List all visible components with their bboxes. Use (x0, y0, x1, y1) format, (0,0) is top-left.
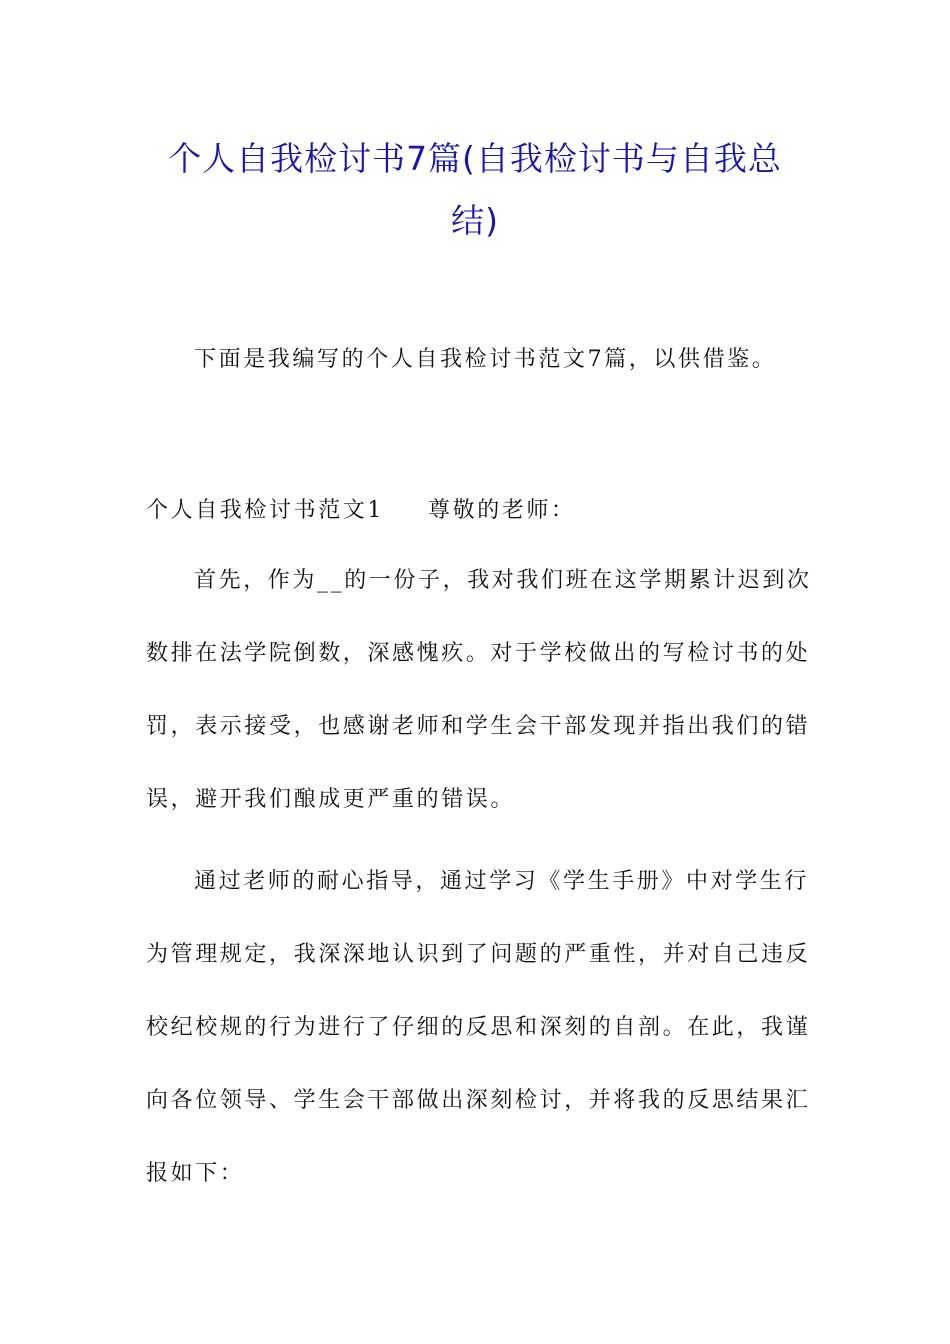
paragraph-line: 通过老师的耐心指导，通过学习《学生手册》中对学生行 (194, 869, 810, 894)
paragraph-1 (146, 566, 812, 858)
paragraph-line: 为管理规定，我深深地认识到了问题的严重性，并对自己违反 (146, 942, 811, 967)
salutation: 尊敬的老师： (428, 498, 576, 523)
paragraph-line: 罚，表示接受，也感谢老师和学生会干部发现并指出我们的错 (146, 714, 811, 739)
paragraph-2 (146, 867, 811, 1232)
document-title (100, 128, 850, 252)
title-line: 个人自我检讨书7篇(自我检讨书与自我总 (168, 139, 782, 178)
paragraph-line: 校纪校规的行为进行了仔细的反思和深刻的自剖。在此，我谨 (146, 1015, 811, 1040)
paragraph-line: 数排在法学院倒数，深感愧疚。对于学校做出的写检讨书的处 (146, 641, 811, 666)
paragraph-line: 报如下： (146, 1161, 245, 1186)
title-line: 结) (451, 201, 499, 240)
intro-paragraph: 下面是我编写的个人自我检讨书范文7篇，以供借鉴。 (194, 347, 777, 372)
section-heading: 个人自我检讨书范文1 (146, 498, 384, 523)
section-heading-row (146, 493, 576, 524)
paragraph-line: 误，避开我们酿成更严重的错误。 (146, 787, 516, 812)
paragraph-line: 向各位领导、学生会干部做出深刻检讨，并将我的反思结果汇 (146, 1088, 811, 1113)
paragraph-line: 首先，作为__的一份子，我对我们班在这学期累计迟到次 (194, 568, 812, 593)
